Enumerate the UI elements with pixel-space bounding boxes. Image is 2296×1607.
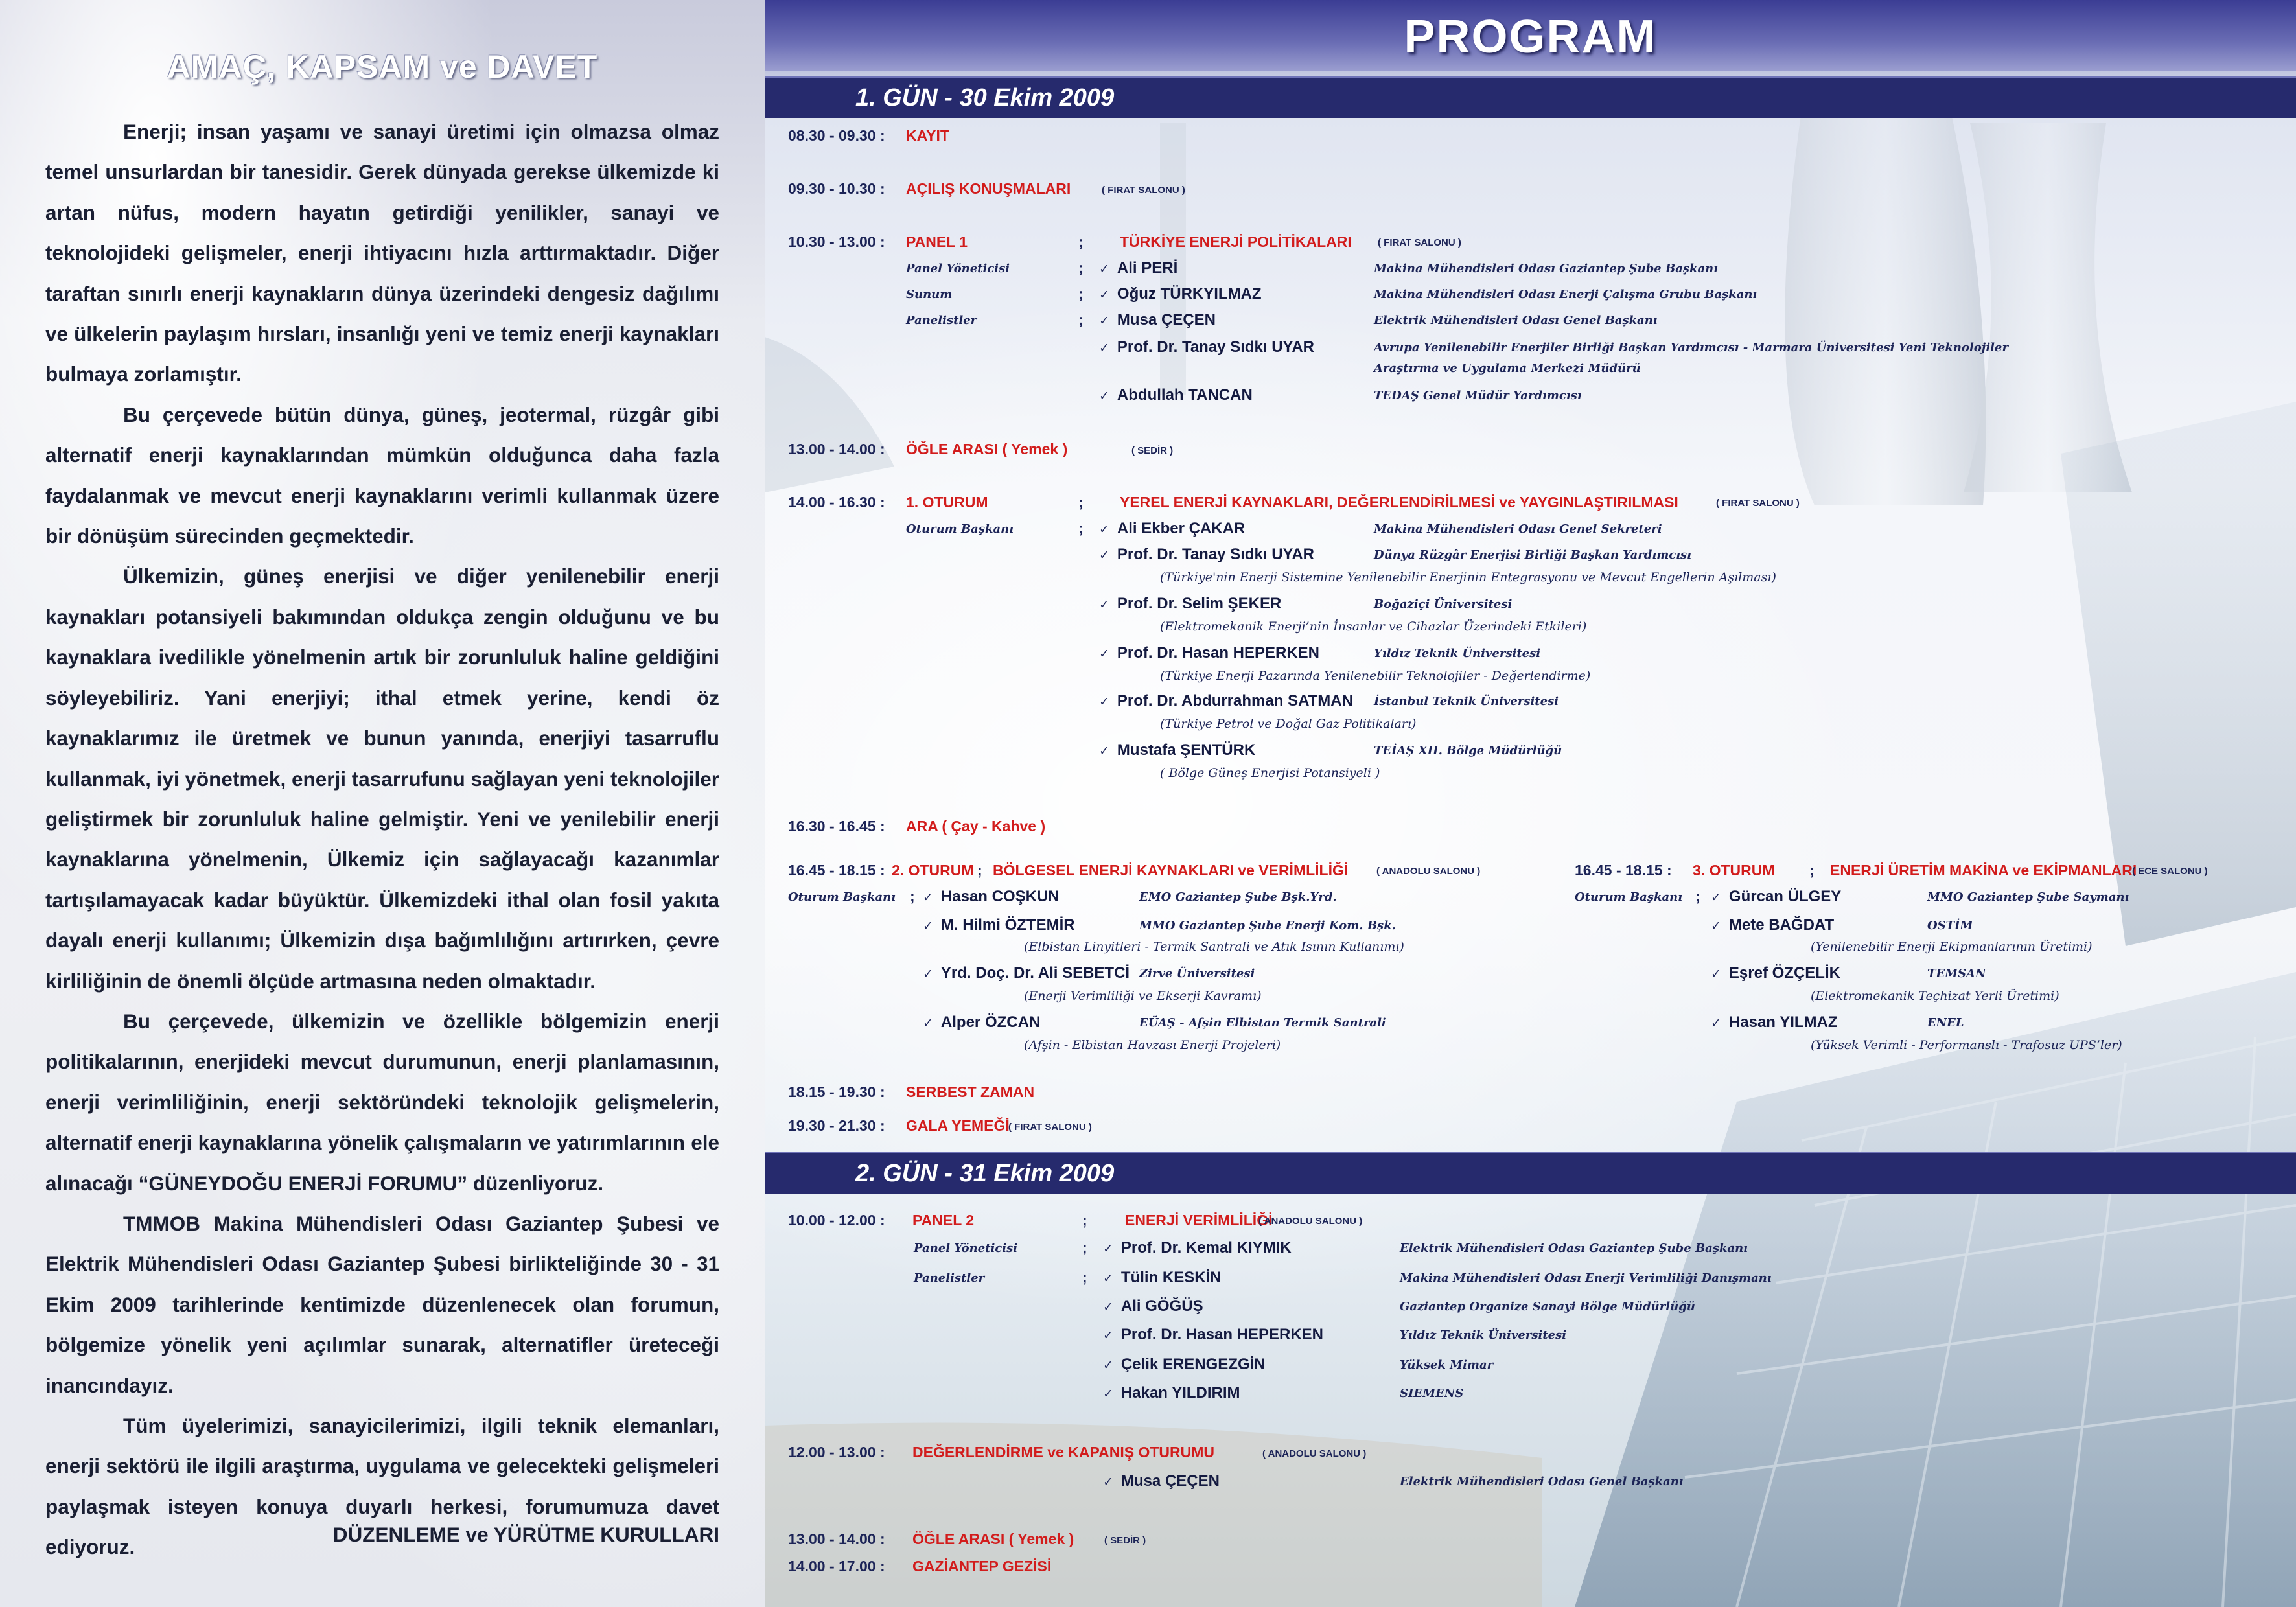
person: ✓ Prof. Dr. Tanay Sıdkı UYAR <box>1099 338 1315 356</box>
left-page <box>0 0 765 1607</box>
person: ✓ Mustafa ŞENTÜRK <box>1099 741 1256 759</box>
session-label: 3. OTURUM <box>1693 862 1775 879</box>
affiliation: Avrupa Yenilenebilir Enerjiler Birliği Başkan Yardımcısı - Marmara Üniversitesi Yeni Teknolojiler <box>1374 341 2008 354</box>
separator: ; <box>1809 862 1815 879</box>
time: 16.30 - 16.45 : <box>788 818 885 835</box>
check-icon: ✓ <box>1103 1358 1113 1372</box>
check-icon: ✓ <box>923 1016 933 1030</box>
check-icon: ✓ <box>1099 522 1109 537</box>
session-title: SERBEST ZAMAN <box>906 1083 1035 1100</box>
role: Panel Yöneticisi <box>906 262 1010 275</box>
time: 10.30 - 13.00 : <box>788 233 885 250</box>
person: ✓ Oğuz TÜRKYILMAZ <box>1099 285 1262 303</box>
session-title: ARA ( Çay - Kahve ) <box>906 818 1046 835</box>
affiliation: TEİAŞ XII. Bölge Müdürlüğü <box>1374 744 1562 757</box>
hall: ( SEDİR ) <box>1104 1535 1146 1546</box>
session-label: PANEL 1 <box>906 233 968 250</box>
time: 10.00 - 12.00 : <box>788 1212 885 1229</box>
separator: ; <box>1078 233 1084 250</box>
left-body <box>45 111 719 1567</box>
person: ✓ Alper ÖZCAN <box>923 1013 1041 1031</box>
person: ✓ Çelik ERENGEZGİN <box>1103 1356 1266 1373</box>
day2-heading: 2. GÜN - 31 Ekim 2009 <box>855 1160 1115 1187</box>
affiliation: Elektrik Mühendisleri Odası Genel Başkanı <box>1400 1475 1684 1488</box>
person: ✓ Musa ÇEÇEN <box>1099 311 1216 329</box>
person: ✓ Prof. Dr. Kemal KIYMIK <box>1103 1239 1292 1256</box>
background-illustration <box>765 0 2296 1607</box>
separator: ; <box>1078 520 1084 537</box>
check-icon: ✓ <box>923 890 933 905</box>
time: 13.00 - 14.00 : <box>788 441 885 457</box>
time: 14.00 - 16.30 : <box>788 494 885 511</box>
affiliation: SIEMENS <box>1400 1387 1464 1400</box>
hall: ( SEDİR ) <box>1131 445 1174 456</box>
person: ✓ Prof. Dr. Tanay Sıdkı UYAR <box>1099 546 1315 563</box>
affiliation: Makina Mühendisleri Odası Enerji Verimliliği Danışmanı <box>1400 1271 1772 1285</box>
paragraph: Tüm üyelerimizi, sanayicilerimizi, ilgili teknik elemanları, enerji sektörü ile ilgili araştırma, uygulama ve gelecekteki gelişmeleri paylaşmak isteyen konuya duyarlı herkesi, forumumuza davet ediyoruz. <box>45 1414 719 1559</box>
person: ✓ Tülin KESKİN <box>1103 1269 1222 1286</box>
person: ✓ Ali GÖĞÜŞ <box>1103 1297 1203 1315</box>
talk-topic: ( Bölge Güneş Enerjisi Potansiyeli ) <box>1160 766 1380 780</box>
separator: ; <box>1082 1269 1087 1286</box>
session-label: PANEL 2 <box>912 1212 975 1229</box>
affiliation: EÜAŞ - Afşin Elbistan Termik Santrali <box>1139 1016 1386 1030</box>
affiliation: Elektrik Mühendisleri Odası Gaziantep Şube Başkanı <box>1400 1242 1748 1255</box>
affiliation: Zirve Üniversitesi <box>1139 967 1255 980</box>
session-label: 1. OTURUM <box>906 494 988 511</box>
check-icon: ✓ <box>1099 314 1109 328</box>
separator: ; <box>1078 311 1084 328</box>
hall: ( FIRAT SALONU ) <box>1008 1122 1092 1133</box>
check-icon: ✓ <box>1099 288 1109 302</box>
check-icon: ✓ <box>1099 695 1109 709</box>
person: ✓ Prof. Dr. Hasan HEPERKEN <box>1103 1326 1324 1343</box>
person: ✓ Hasan COŞKUN <box>923 888 1060 905</box>
role: Sunum <box>906 288 953 301</box>
paragraph: Bu çerçevede, ülkemizin ve özellikle bölgemizin enerji politikalarının, enerjideki mevcut durumunun, enerji planlamasının, enerji verimliliğinin, enerji sektöründeki teknolojik gelişmelerin, alternatif enerji kaynaklarına yönelik çalışmaların ve yatırımlarının ele alınacağı “GÜNEYDOĞU ENERJİ FORUMU” düzenliyoruz. <box>45 1009 719 1195</box>
affiliation: Makina Mühendisleri Odası Gaziantep Şube Başkanı <box>1374 262 1719 275</box>
time: 16.45 - 18.15 : <box>1575 862 1672 879</box>
person: ✓ Ali Ekber ÇAKAR <box>1099 520 1246 537</box>
time: 18.15 - 19.30 : <box>788 1083 885 1100</box>
day1-band <box>765 76 2296 118</box>
role: Panel Yöneticisi <box>914 1242 1018 1255</box>
time: 16.45 - 18.15 : <box>788 862 885 879</box>
role: Oturum Başkanı <box>906 522 1014 536</box>
session-title: DEĞERLENDİRME ve KAPANIŞ OTURUMU <box>912 1444 1214 1461</box>
talk-topic: (Türkiye Petrol ve Doğal Gaz Politikaları) <box>1160 717 1417 731</box>
person: ✓ Hakan YILDIRIM <box>1103 1384 1240 1402</box>
session-title: ÖĞLE ARASI ( Yemek ) <box>912 1531 1074 1547</box>
session-title: GAZİANTEP GEZİSİ <box>912 1558 1052 1575</box>
talk-topic: (Afşin - Elbistan Havzası Enerji Projeleri) <box>1024 1038 1281 1052</box>
affiliation: MMO Gaziantep Şube Enerji Kom. Bşk. <box>1139 919 1396 932</box>
hall: ( ANADOLU SALONU ) <box>1258 1216 1363 1227</box>
affiliation: Yüksek Mimar <box>1400 1358 1494 1372</box>
hall: ( ANADOLU SALONU ) <box>1376 866 1481 877</box>
session-title: BÖLGESEL ENERJİ KAYNAKLARI ve VERİMLİLİĞİ <box>993 862 1349 879</box>
person: ✓ Prof. Dr. Selim ŞEKER <box>1099 595 1282 612</box>
person: ✓ Yrd. Doç. Dr. Ali SEBETCİ <box>923 964 1130 982</box>
session-title: YEREL ENERJİ KAYNAKLARI, DEĞERLENDİRİLMESİ ve YAYGINLAŞTIRILMASI <box>1120 494 1678 511</box>
check-icon: ✓ <box>1099 389 1109 403</box>
paragraph: Enerji; insan yaşamı ve sanayi üretimi için olmazsa olmaz temel unsurlardan bir tanesidir. Gerek dünyada gerekse ülkemizde ki artan nüfus, modern hayatın getirdiği yenilikler, sanayi ve teknolojideki gelişmeler, enerji ihtiyacını hızla arttırmaktadır. Diğer taraftan sınırlı enerji kaynakların dünya üzerindeki dengesiz dağılımı ve ülkelerin paylaşım hırsları, insanlığı yeni ve temiz enerji kaynakları bulmaya zorlamıştır. <box>45 120 719 386</box>
day1-heading: 1. GÜN - 30 Ekim 2009 <box>855 84 1115 111</box>
left-title: AMAÇ, KAPSAM ve DAVET <box>167 49 598 85</box>
session-title: ÖĞLE ARASI ( Yemek ) <box>906 441 1068 457</box>
session-label: 2. OTURUM <box>892 862 974 879</box>
separator: ; <box>1082 1239 1087 1256</box>
person: ✓ Musa ÇEÇEN <box>1103 1472 1220 1490</box>
check-icon: ✓ <box>1103 1328 1113 1343</box>
program-page <box>765 0 2296 1607</box>
check-icon: ✓ <box>1103 1300 1113 1314</box>
hall: ( ANADOLU SALONU ) <box>1262 1448 1367 1459</box>
separator: ; <box>1078 285 1084 302</box>
organizer-signature: DÜZENLEME ve YÜRÜTME KURULLARI <box>332 1523 719 1546</box>
affiliation: Araştırma ve Uygulama Merkezi Müdürü <box>1374 362 1641 375</box>
talk-topic: (Yenilenebilir Enerji Ekipmanlarının Üretimi) <box>1811 940 2093 954</box>
separator: ; <box>1078 494 1084 511</box>
person: ✓ Prof. Dr. Abdurrahman SATMAN <box>1099 692 1353 710</box>
separator: ; <box>977 862 982 879</box>
check-icon: ✓ <box>1099 597 1109 612</box>
person: ✓ Prof. Dr. Hasan HEPERKEN <box>1099 644 1320 662</box>
talk-topic: (Elektromekanik Teçhizat Yerli Üretimi) <box>1811 989 2059 1003</box>
talk-topic: (Türkiye Enerji Pazarında Yenilenebilir Teknolojiler - Değerlendirme) <box>1160 669 1591 683</box>
session-title: AÇILIŞ KONUŞMALARI <box>906 180 1071 197</box>
check-icon: ✓ <box>1711 1016 1721 1030</box>
person: ✓ M. Hilmi ÖZTEMİR <box>923 916 1075 934</box>
role: Oturum Başkanı <box>1575 890 1683 904</box>
affiliation: Boğaziçi Üniversitesi <box>1374 597 1513 611</box>
talk-topic: (Türkiye'nin Enerji Sistemine Yenilenebilir Enerjinin Entegrasyonu ve Mevcut Engellerin Aşılması) <box>1160 570 1776 584</box>
hall: ( FIRAT SALONU ) <box>1716 498 1800 509</box>
person: ✓ Gürcan ÜLGEY <box>1711 888 1842 905</box>
check-icon: ✓ <box>1103 1242 1113 1256</box>
person: ✓ Hasan YILMAZ <box>1711 1013 1838 1031</box>
check-icon: ✓ <box>1099 647 1109 661</box>
affiliation: Makina Mühendisleri Odası Genel Sekreteri <box>1374 522 1662 536</box>
program-title: PROGRAM <box>1404 11 1657 63</box>
affiliation: OSTİM <box>1927 919 1973 932</box>
affiliation: Dünya Rüzgâr Enerjisi Birliği Başkan Yardımcısı <box>1374 548 1692 562</box>
session-title: GALA YEMEĞİ <box>906 1117 1010 1134</box>
hall: ( ECE SALONU ) <box>2132 866 2208 877</box>
time: 08.30 - 09.30 : <box>788 127 885 144</box>
check-icon: ✓ <box>1103 1387 1113 1401</box>
check-icon: ✓ <box>1099 262 1109 276</box>
talk-topic: (Elbistan Linyitleri - Termik Santrali ve Atık Isının Kullanımı) <box>1024 940 1404 954</box>
check-icon: ✓ <box>1103 1475 1113 1489</box>
role: Panelistler <box>914 1271 985 1285</box>
time: 19.30 - 21.30 : <box>788 1117 885 1134</box>
check-icon: ✓ <box>1711 890 1721 905</box>
separator: ; <box>1695 888 1700 905</box>
affiliation: Makina Mühendisleri Odası Enerji Çalışma Grubu Başkanı <box>1374 288 1757 301</box>
check-icon: ✓ <box>923 967 933 981</box>
session-title: ENERJİ VERİMLİLİĞİ <box>1125 1212 1273 1229</box>
affiliation: TEDAŞ Genel Müdür Yardımcısı <box>1374 389 1582 402</box>
affiliation: MMO Gaziantep Şube Saymanı <box>1927 890 2129 904</box>
role: Panelistler <box>906 314 977 327</box>
affiliation: Yıldız Teknik Üniversitesi <box>1374 647 1541 660</box>
talk-topic: (Elektromekanik Enerji’nin İnsanlar ve Cihazlar Üzerindeki Etkileri) <box>1160 619 1587 634</box>
session-title: ENERJİ ÜRETİM MAKİNA ve EKİPMANLARI <box>1830 862 2137 879</box>
affiliation: ENEL <box>1927 1016 1964 1030</box>
check-icon: ✓ <box>1099 548 1109 562</box>
affiliation: İstanbul Teknik Üniversitesi <box>1374 695 1559 708</box>
talk-topic: (Yüksek Verimli - Performanslı - Trafosuz UPS’ler) <box>1811 1038 2122 1052</box>
affiliation: Yıldız Teknik Üniversitesi <box>1400 1328 1567 1342</box>
check-icon: ✓ <box>923 919 933 933</box>
separator: ; <box>910 888 915 905</box>
role: Oturum Başkanı <box>788 890 896 904</box>
separator: ; <box>1082 1212 1087 1229</box>
person: ✓ Mete BAĞDAT <box>1711 916 1835 934</box>
check-icon: ✓ <box>1099 744 1109 758</box>
day2-band <box>765 1152 2296 1194</box>
check-icon: ✓ <box>1711 919 1721 933</box>
hall: ( FIRAT SALONU ) <box>1378 237 1461 248</box>
person: ✓ Ali PERİ <box>1099 259 1178 277</box>
separator: ; <box>1078 259 1084 276</box>
affiliation: Gaziantep Organize Sanayi Bölge Müdürlüğü <box>1400 1300 1695 1313</box>
time: 12.00 - 13.00 : <box>788 1444 885 1461</box>
hall: ( FIRAT SALONU ) <box>1102 185 1185 196</box>
session-title: KAYIT <box>906 127 949 144</box>
talk-topic: (Enerji Verimliliği ve Ekserji Kavramı) <box>1024 989 1262 1003</box>
paragraph: Bu çerçevede bütün dünya, güneş, jeotermal, rüzgâr gibi alternatif enerji kaynaklarından mümkün olduğunca daha fazla faydalanmak ve mevcut enerji kaynaklarını verimli kullanmak üzere bir dönüşüm sürecinden geçmektedir. <box>45 402 719 548</box>
time: 14.00 - 17.00 : <box>788 1558 885 1575</box>
check-icon: ✓ <box>1103 1271 1113 1286</box>
check-icon: ✓ <box>1711 967 1721 981</box>
time: 09.30 - 10.30 : <box>788 180 885 197</box>
affiliation: Elektrik Mühendisleri Odası Genel Başkanı <box>1374 314 1658 327</box>
time: 13.00 - 14.00 : <box>788 1531 885 1547</box>
paragraph: Ülkemizin, güneş enerjisi ve diğer yenilenebilir enerji kaynakları potansiyeli bakımından oldukça zengin olduğunu ve bu kaynaklara ivedilikle yönelmenin artık bir zorunluluk haline geldiğini söyleyebiliriz. Yani enerjiyi; ithal etmek yerine, kendi öz kaynaklarımız ile üretmek ve bunun yanında, enerjiyi tasarruflu kullanmak, iyi yönetmek, enerji tasarrufunu sağlayan yeni teknolojiler geliştirmek bir zorunluluk haline gelmiştir. Yeni ve yenilebilir enerji kaynaklarına yönelmenin, Ülkemiz için sağlayacağı kazanımlar tartışılamayacak kadar büyüktür. Ülkemizdeki ithal olan fosil yakıta dayalı enerji kullanımı; Ülkemizin dışa bağımlılığını artırırken, çevre kirliliğinin de önemli ölçüde artmasına neden olmaktadır. <box>45 564 719 993</box>
affiliation: TEMSAN <box>1927 967 1986 980</box>
person: ✓ Abdullah TANCAN <box>1099 386 1253 404</box>
affiliation: EMO Gaziantep Şube Bşk.Yrd. <box>1139 890 1337 904</box>
check-icon: ✓ <box>1099 341 1109 355</box>
session-title: TÜRKİYE ENERJİ POLİTİKALARI <box>1120 233 1352 250</box>
paragraph: TMMOB Makina Mühendisleri Odası Gaziantep Şubesi ve Elektrik Mühendisleri Odası Gaziantep Şubesi birlikteliğinde 30 - 31 Ekim 2009 tarihlerinde kentimizde düzenlenecek olan forumun, bölgemize yönelik yeni açılımlar sunarak, alternatifler üreteceği inancındayız. <box>45 1211 719 1397</box>
person: ✓ Eşref ÖZÇELİK <box>1711 964 1840 982</box>
